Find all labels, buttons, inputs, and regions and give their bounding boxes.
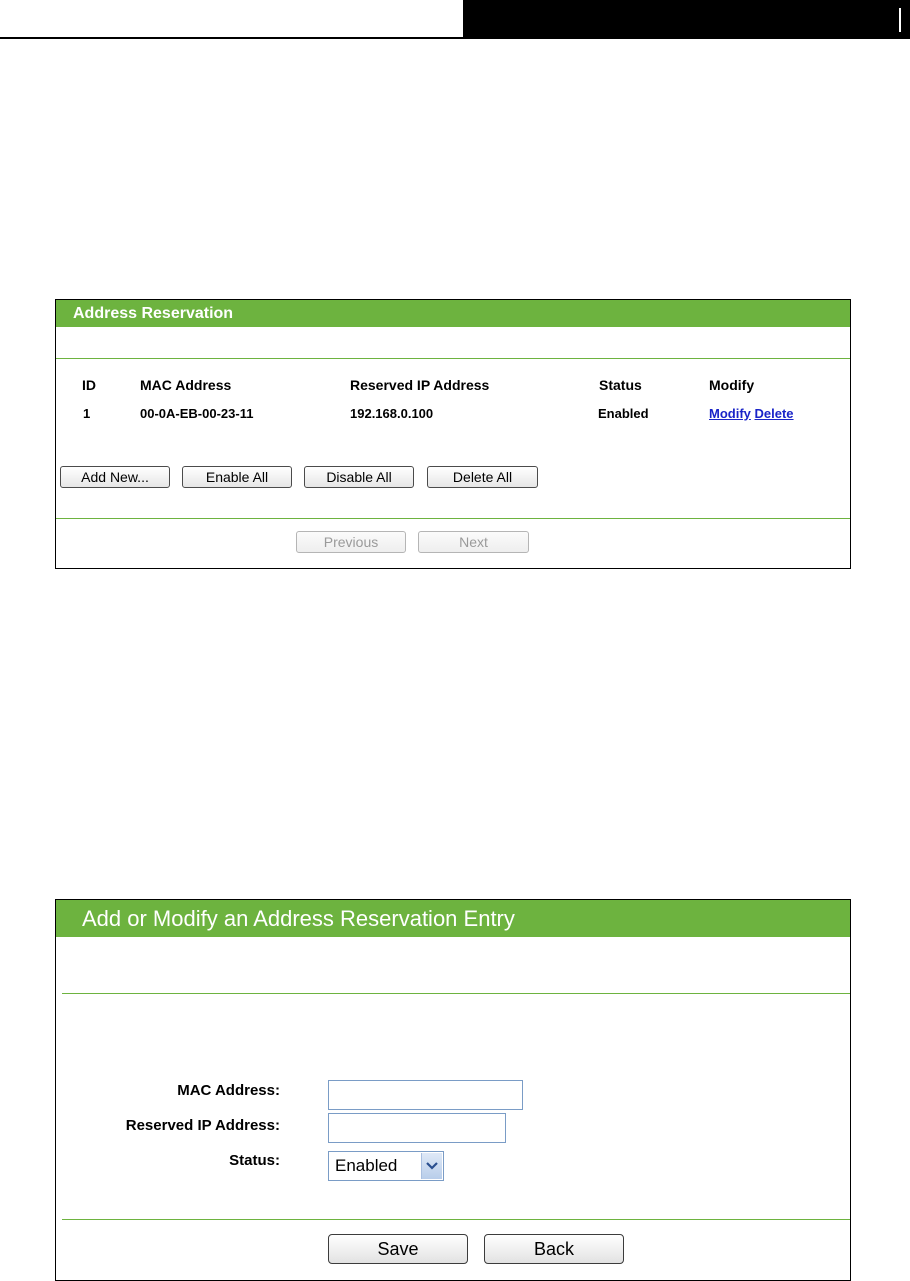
- status-select-value: Enabled: [335, 1156, 398, 1175]
- panel-title: Add or Modify an Address Reservation Entry: [56, 900, 850, 937]
- delete-all-button[interactable]: Delete All: [427, 466, 538, 488]
- row-ip: 192.168.0.100: [350, 406, 434, 421]
- next-button[interactable]: Next: [418, 531, 529, 553]
- divider: [56, 358, 850, 359]
- top-bar-tick: [899, 8, 901, 32]
- header-id: ID: [82, 377, 96, 393]
- divider: [62, 1219, 850, 1220]
- mac-address-label: MAC Address:: [177, 1082, 280, 1099]
- header-reserved-ip: Reserved IP Address: [350, 377, 490, 393]
- panel-title: Address Reservation: [56, 300, 850, 327]
- header-status: Status: [599, 377, 642, 393]
- reserved-ip-label: Reserved IP Address:: [125, 1117, 280, 1134]
- mac-address-input[interactable]: [328, 1080, 523, 1110]
- reserved-ip-input[interactable]: [328, 1113, 506, 1143]
- back-button[interactable]: Back: [484, 1234, 624, 1264]
- status-select[interactable]: [328, 1151, 444, 1181]
- save-button[interactable]: Save: [328, 1234, 468, 1264]
- address-reservation-panel: [55, 299, 851, 569]
- enable-all-button[interactable]: Enable All: [182, 466, 292, 488]
- add-new-button[interactable]: Add New...: [60, 466, 170, 488]
- chevron-down-icon[interactable]: [421, 1153, 442, 1179]
- divider: [62, 993, 850, 994]
- add-modify-entry-panel: [55, 899, 851, 1281]
- divider: [56, 518, 850, 519]
- row-mac: 00-0A-EB-00-23-11: [140, 406, 254, 421]
- disable-all-button[interactable]: Disable All: [304, 466, 414, 488]
- row-id: 1: [83, 406, 91, 421]
- row-status: Enabled: [598, 406, 649, 421]
- top-bar-block: [463, 0, 910, 37]
- modify-link[interactable]: Modify: [709, 406, 751, 421]
- header-mac-address: MAC Address: [140, 377, 232, 393]
- status-label: Status:: [229, 1152, 280, 1169]
- delete-link[interactable]: Delete: [754, 406, 794, 421]
- top-bar-line: [0, 37, 910, 39]
- header-modify: Modify: [709, 377, 755, 393]
- previous-button[interactable]: Previous: [296, 531, 406, 553]
